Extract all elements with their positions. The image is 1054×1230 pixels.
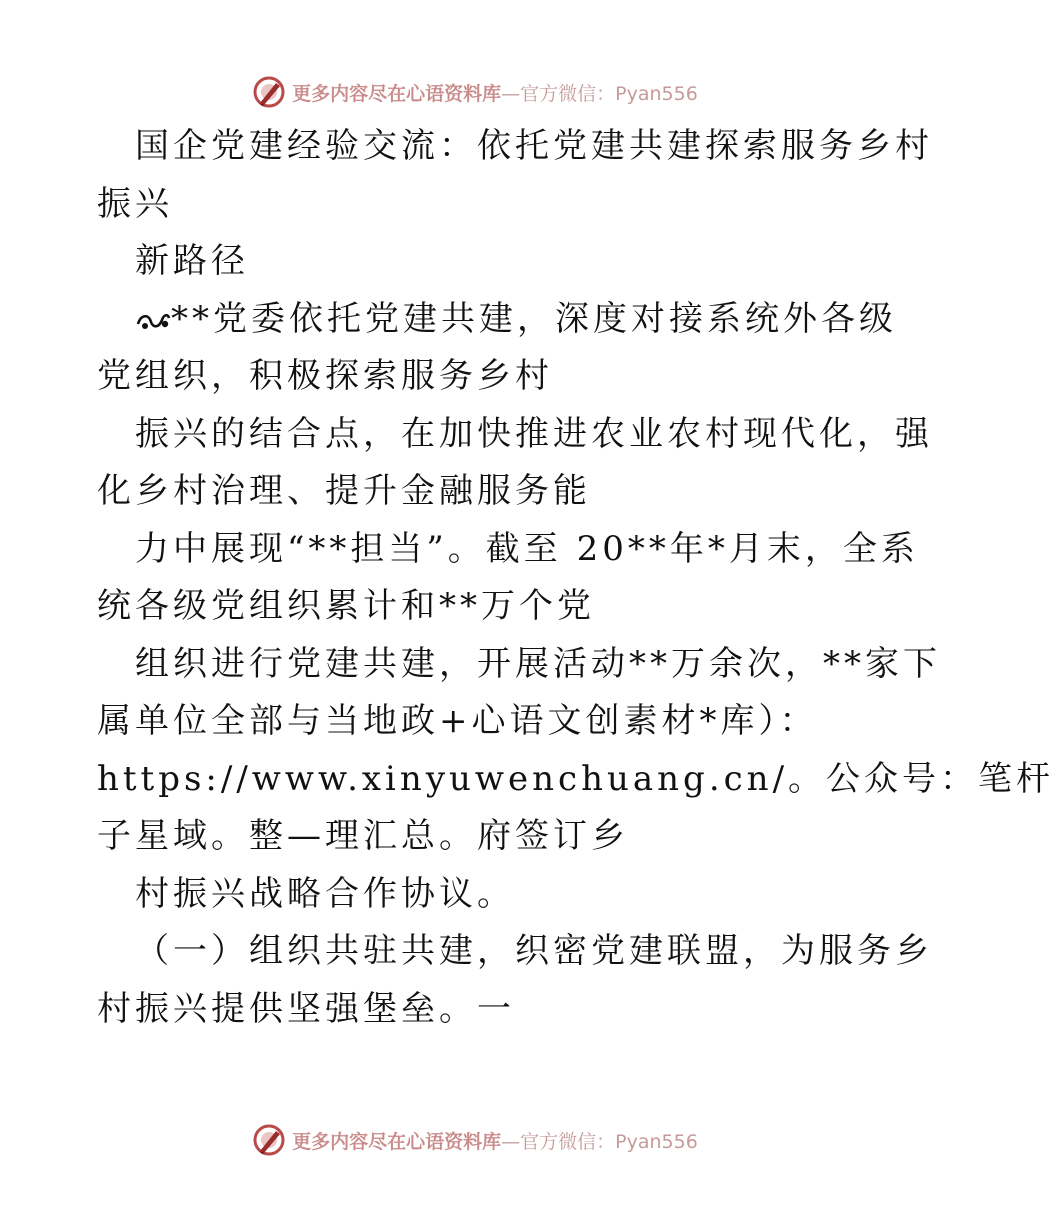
text-line [97, 233, 857, 291]
line-text: 村振兴战略合作协议。 [135, 873, 515, 914]
text-line [97, 693, 857, 751]
line-text: 村振兴提供坚强堡垒。一 [97, 988, 515, 1029]
line-text: （一）组织共驻共建，织密党建联盟，为服务乡 [135, 931, 933, 971]
line-text: 党组织，积极探索服务乡村 [97, 356, 553, 396]
text-line [97, 751, 1054, 809]
line-text: **党委依托党建共建，深度对接系统外各级 [171, 298, 897, 339]
watermark-separator: — [501, 1130, 521, 1153]
pen-logo-icon [252, 1123, 286, 1157]
text-line [97, 981, 857, 1039]
line-text: 组织进行党建共建，开展活动**万余次，**家下 [135, 643, 941, 684]
header-watermark [0, 72, 950, 112]
watermark-wechat: 官方微信：Pyan556 [520, 1130, 698, 1153]
watermark-text [292, 79, 698, 106]
ornament-icon [135, 306, 171, 334]
line-text: 子星域。整—理汇总。府签订乡 [97, 816, 629, 856]
footer-watermark [0, 1120, 950, 1160]
line-text: 振兴 [97, 183, 173, 224]
watermark-text [292, 1127, 698, 1154]
text-line [97, 521, 919, 579]
watermark-main: 更多内容尽在心语资料库 [292, 82, 502, 105]
line-text: 振兴的结合点，在加快推进农业农村现代化，强 [135, 413, 933, 454]
document-body [97, 118, 1054, 1038]
line-text: 属单位全部与当地政+心语文创素材*库）： [97, 701, 818, 741]
line-text: 力中展现“**担当”。截至 20**年*月末，全系 [135, 528, 919, 569]
line-text: 统各级党组织累计和**万个党 [97, 586, 595, 626]
text-line [97, 866, 857, 924]
watermark-separator: — [501, 82, 521, 105]
text-line [97, 463, 857, 521]
watermark-main: 更多内容尽在心语资料库 [292, 1130, 502, 1153]
text-line [97, 578, 857, 636]
text-line [97, 923, 933, 981]
text-line [97, 636, 941, 694]
text-line [97, 406, 933, 464]
text-line [97, 118, 933, 176]
text-line [97, 808, 857, 866]
text-line [97, 291, 897, 349]
pen-logo-icon [252, 75, 286, 109]
text-line [97, 176, 857, 234]
line-text: 国企党建经验交流：依托党建共建探索服务乡村 [135, 126, 933, 166]
line-text: 化乡村治理、提升金融服务能 [97, 471, 591, 511]
text-line [97, 348, 857, 406]
line-text: 新路径 [135, 241, 249, 281]
line-text: https://www.xinyuwenchuang.cn/。公众号：笔杆 [97, 758, 1054, 799]
watermark-wechat: 官方微信：Pyan556 [520, 82, 698, 105]
